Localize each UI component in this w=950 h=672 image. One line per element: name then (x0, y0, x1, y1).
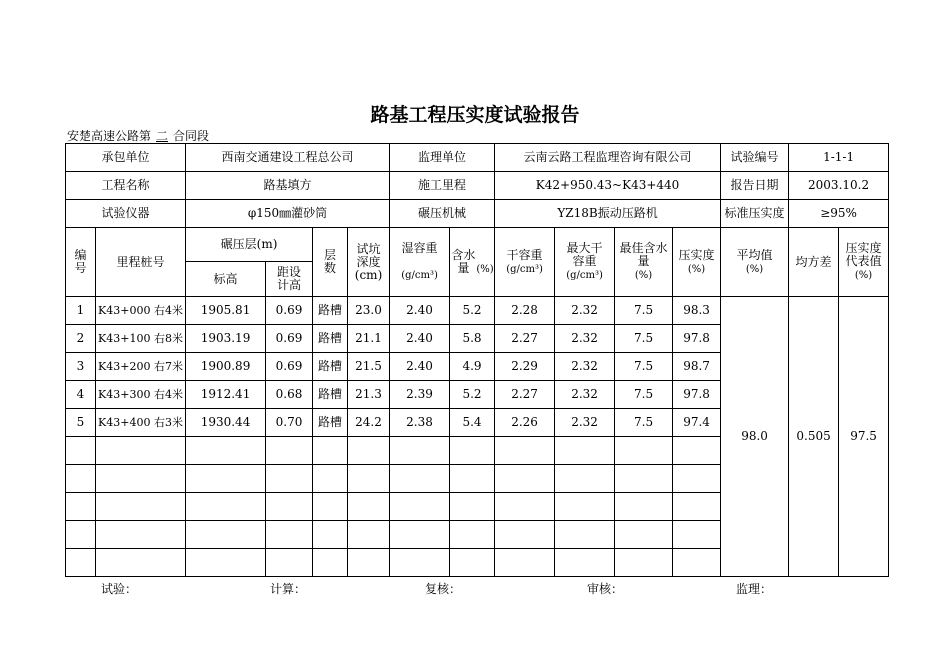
cell-moist: 5.2 (450, 381, 495, 409)
cell-depth (348, 437, 390, 465)
cell-dry: 2.27 (495, 325, 555, 353)
cell-wet (390, 437, 450, 465)
info-row-3 (66, 200, 889, 228)
cell-comp (673, 493, 721, 521)
cell-elev: 1903.19 (186, 325, 266, 353)
cell-dist (266, 493, 313, 521)
cell-station: K43+100 右8米 (96, 325, 186, 353)
cell-layer (313, 549, 348, 577)
cell-wet: 2.39 (390, 381, 450, 409)
cell-max (555, 549, 615, 577)
cell-elev (186, 521, 266, 549)
cell-station: K43+200 右7米 (96, 353, 186, 381)
compaction-report-table (65, 143, 889, 577)
cell-comp: 98.7 (673, 353, 721, 381)
project-suffix: 合同段 (173, 129, 210, 143)
cell-dist (266, 437, 313, 465)
cell-depth: 21.3 (348, 381, 390, 409)
col-dry-density-header: 干容重 (g/cm³) (495, 228, 555, 297)
cell-dry: 2.27 (495, 381, 555, 409)
col-moisture-header: 含水量 (%) (450, 228, 495, 297)
cell-layer: 路槽 (313, 409, 348, 437)
supervisor-value: 云南云路工程监理咨询有限公司 (495, 144, 721, 172)
cell-layer: 路槽 (313, 325, 348, 353)
cell-layer: 路槽 (313, 297, 348, 325)
summary-rep: 97.5 (839, 297, 889, 577)
cell-station: K43+000 右4米 (96, 297, 186, 325)
cell-max (555, 493, 615, 521)
cell-layer (313, 465, 348, 493)
cell-max: 2.32 (555, 381, 615, 409)
cell-wet: 2.38 (390, 409, 450, 437)
col-station-header: 里程桩号 (96, 228, 186, 297)
cell-elev (186, 493, 266, 521)
cell-moist: 5.4 (450, 409, 495, 437)
contractor-value: 西南交通建设工程总公司 (186, 144, 390, 172)
mileage-value: K42+950.43~K43+440 (495, 172, 721, 200)
col-dist-header: 距设计高 (266, 262, 313, 297)
cell-no (66, 465, 96, 493)
cell-no: 1 (66, 297, 96, 325)
col-pit-depth-header: 试坑深度 (cm) (348, 228, 390, 297)
cell-station: K43+300 右4米 (96, 381, 186, 409)
project-name-label: 工程名称 (66, 172, 186, 200)
column-header-row-1 (66, 228, 889, 262)
cell-max (555, 465, 615, 493)
col-opt-moisture-header: 最佳含水量(%) (615, 228, 673, 297)
cell-station (96, 437, 186, 465)
cell-elev: 1900.89 (186, 353, 266, 381)
instrument-label: 试验仪器 (66, 200, 186, 228)
info-row-2 (66, 172, 889, 200)
col-rep-header: 压实度代表值 (%) (839, 228, 889, 297)
sign-test: 试验： (101, 582, 138, 596)
summary-sd: 0.505 (789, 297, 839, 577)
cell-moist: 4.9 (450, 353, 495, 381)
cell-dry: 2.29 (495, 353, 555, 381)
cell-no: 3 (66, 353, 96, 381)
contract-number: 二 (156, 129, 169, 143)
cell-dry (495, 549, 555, 577)
cell-wet (390, 549, 450, 577)
cell-layer: 路槽 (313, 353, 348, 381)
project-name-value: 路基填方 (186, 172, 390, 200)
cell-comp (673, 549, 721, 577)
col-elev-header: 标高 (186, 262, 266, 297)
cell-opt: 7.5 (615, 325, 673, 353)
cell-depth (348, 549, 390, 577)
cell-no: 5 (66, 409, 96, 437)
cell-max (555, 521, 615, 549)
cell-opt: 7.5 (615, 409, 673, 437)
cell-comp (673, 465, 721, 493)
cell-opt (615, 437, 673, 465)
cell-dry (495, 437, 555, 465)
test-no-label: 试验编号 (721, 144, 789, 172)
cell-depth: 21.5 (348, 353, 390, 381)
cell-elev (186, 549, 266, 577)
cell-dist: 0.69 (266, 353, 313, 381)
cell-moist: 5.2 (450, 297, 495, 325)
cell-station (96, 493, 186, 521)
col-compaction-header: 压实度 (%) (673, 228, 721, 297)
cell-dry (495, 493, 555, 521)
supervisor-label: 监理单位 (390, 144, 495, 172)
cell-elev (186, 437, 266, 465)
table-row (66, 297, 889, 325)
cell-max (555, 437, 615, 465)
cell-depth (348, 465, 390, 493)
col-avg-header: 平均值 (%) (721, 228, 789, 297)
sign-calc: 计算： (270, 582, 307, 596)
report-date-value: 2003.10.2 (789, 172, 889, 200)
cell-elev (186, 465, 266, 493)
cell-layer (313, 521, 348, 549)
cell-comp (673, 521, 721, 549)
sign-audit: 审核： (587, 582, 624, 596)
cell-moist: 5.8 (450, 325, 495, 353)
cell-elev: 1905.81 (186, 297, 266, 325)
contract-section (67, 127, 209, 144)
summary-avg: 98.0 (721, 297, 789, 577)
cell-wet: 2.40 (390, 353, 450, 381)
cell-no (66, 521, 96, 549)
cell-dist (266, 465, 313, 493)
contractor-label: 承包单位 (66, 144, 186, 172)
report-date-label: 报告日期 (721, 172, 789, 200)
cell-dry (495, 465, 555, 493)
cell-wet (390, 493, 450, 521)
col-layer-group-header: 碾压层(m) (186, 228, 313, 262)
machine-value: YZ18B振动压路机 (495, 200, 721, 228)
cell-dist: 0.69 (266, 297, 313, 325)
cell-station (96, 465, 186, 493)
cell-no: 4 (66, 381, 96, 409)
info-row-1 (66, 144, 889, 172)
project-prefix: 安楚高速公路第 (67, 129, 152, 143)
cell-station (96, 521, 186, 549)
cell-moist (450, 437, 495, 465)
col-wet-density-header: 湿容重 (g/cm³) (390, 228, 450, 297)
cell-max: 2.32 (555, 409, 615, 437)
cell-opt (615, 465, 673, 493)
cell-elev: 1912.41 (186, 381, 266, 409)
cell-moist (450, 493, 495, 521)
data-rows (66, 297, 889, 577)
cell-layer (313, 437, 348, 465)
machine-label: 碾压机械 (390, 200, 495, 228)
cell-station: K43+400 右3米 (96, 409, 186, 437)
cell-wet: 2.40 (390, 297, 450, 325)
std-compaction-label: 标准压实度 (721, 200, 789, 228)
cell-wet (390, 521, 450, 549)
cell-max: 2.32 (555, 297, 615, 325)
cell-wet (390, 465, 450, 493)
sign-review: 复核： (425, 582, 462, 596)
cell-opt: 7.5 (615, 353, 673, 381)
test-no-value: 1-1-1 (789, 144, 889, 172)
mileage-label: 施工里程 (390, 172, 495, 200)
cell-no (66, 549, 96, 577)
std-compaction-value: ≥95% (789, 200, 889, 228)
cell-depth: 24.2 (348, 409, 390, 437)
cell-dist (266, 549, 313, 577)
cell-comp: 97.4 (673, 409, 721, 437)
sign-supervise: 监理： (736, 582, 773, 596)
cell-dry: 2.28 (495, 297, 555, 325)
cell-dist: 0.70 (266, 409, 313, 437)
cell-dist (266, 521, 313, 549)
cell-layer: 路槽 (313, 381, 348, 409)
cell-max: 2.32 (555, 353, 615, 381)
cell-opt: 7.5 (615, 297, 673, 325)
cell-opt: 7.5 (615, 381, 673, 409)
cell-moist (450, 521, 495, 549)
cell-comp (673, 437, 721, 465)
cell-max: 2.32 (555, 325, 615, 353)
col-max-dry-header: 最大干容重 (g/cm³) (555, 228, 615, 297)
col-layer-count-header: 层数 (313, 228, 348, 297)
cell-depth (348, 521, 390, 549)
cell-dry: 2.26 (495, 409, 555, 437)
cell-elev: 1930.44 (186, 409, 266, 437)
cell-opt (615, 493, 673, 521)
cell-moist (450, 549, 495, 577)
cell-no (66, 493, 96, 521)
cell-dist: 0.68 (266, 381, 313, 409)
instrument-value: φ150㎜灌砂筒 (186, 200, 390, 228)
cell-depth (348, 493, 390, 521)
col-no-header: 编号 (66, 228, 96, 297)
cell-dry (495, 521, 555, 549)
cell-comp: 97.8 (673, 381, 721, 409)
cell-comp: 97.8 (673, 325, 721, 353)
cell-no (66, 437, 96, 465)
cell-depth: 21.1 (348, 325, 390, 353)
cell-wet: 2.40 (390, 325, 450, 353)
report-title: 路基工程压实度试验报告 (370, 104, 580, 126)
cell-station (96, 549, 186, 577)
cell-moist (450, 465, 495, 493)
cell-layer (313, 493, 348, 521)
cell-opt (615, 549, 673, 577)
cell-opt (615, 521, 673, 549)
cell-no: 2 (66, 325, 96, 353)
cell-depth: 23.0 (348, 297, 390, 325)
cell-dist: 0.69 (266, 325, 313, 353)
cell-comp: 98.3 (673, 297, 721, 325)
col-sd-header: 均方差 (789, 228, 839, 297)
